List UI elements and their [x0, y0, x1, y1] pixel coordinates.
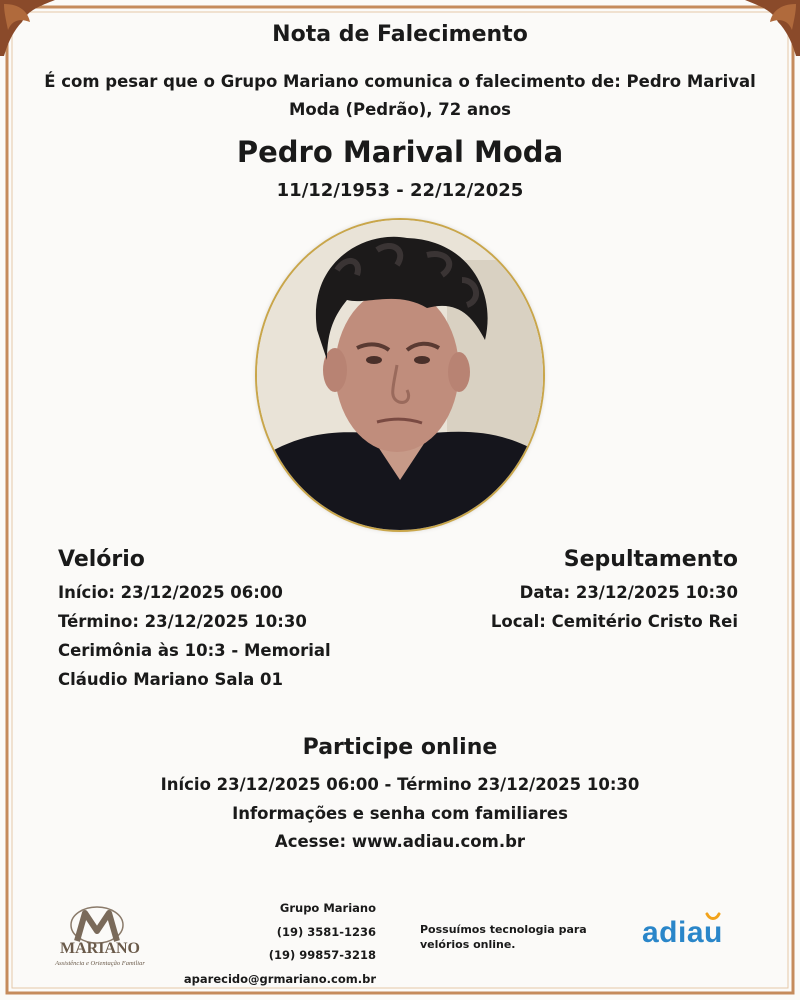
velorio-line: Término: 23/12/2025 10:30	[58, 612, 307, 631]
online-title: Participe online	[302, 735, 498, 760]
sepultamento-title: Sepultamento	[563, 547, 738, 572]
announcement-text: É com pesar que o Grupo Mariano comunica o falecimento de: Pedro Marival Moda (Pedrão), 72 anos	[44, 72, 756, 119]
phone-1: (19) 3581-1236	[276, 924, 376, 939]
email-link[interactable]: aparecido@grmariano.com.br	[183, 971, 376, 986]
velorio-line: Cláudio Mariano Sala 01	[58, 670, 284, 689]
logo-main-text: MARIANO	[60, 940, 140, 957]
velorio-line: Cerimônia às 10:3 - Memorial	[58, 641, 331, 660]
tech-notice: Possuímos tecnologia para velórios online.	[420, 923, 587, 951]
mariano-logo	[45, 905, 155, 970]
velorio-section	[58, 547, 378, 694]
velorio-line: Início: 23/12/2025 06:00	[58, 583, 283, 602]
sepultamento-line: Data: 23/12/2025 10:30	[519, 583, 738, 602]
adiau-logo-text: adia	[642, 916, 705, 949]
online-schedule: Início 23/12/2025 06:00 - Término 23/12/2025 10:30	[160, 775, 640, 794]
header-title: Nota de Falecimento	[272, 22, 528, 47]
contact-block	[184, 897, 376, 991]
sepultamento-line: Local: Cemitério Cristo Rei	[490, 612, 738, 631]
company-name: Grupo Mariano	[279, 901, 376, 915]
deceased-name: Pedro Marival Moda	[236, 135, 564, 169]
phone-2: (19) 99857-3218	[268, 948, 376, 962]
adiau-logo	[642, 916, 723, 950]
adiau-logo-accent-icon	[705, 912, 721, 922]
life-dates: 11/12/1953 - 22/12/2025	[276, 180, 524, 201]
velorio-title: Velório	[58, 547, 145, 572]
deceased-portrait	[257, 220, 543, 530]
online-info: Informações e senha com familiares	[232, 804, 568, 823]
adiau-logo-u: u	[704, 916, 723, 949]
online-url: Acesse: www.adiau.com.br	[274, 832, 526, 851]
sepultamento-section	[408, 547, 738, 636]
logo-sub-text: Assistência e Orientação Familiar	[55, 960, 145, 967]
